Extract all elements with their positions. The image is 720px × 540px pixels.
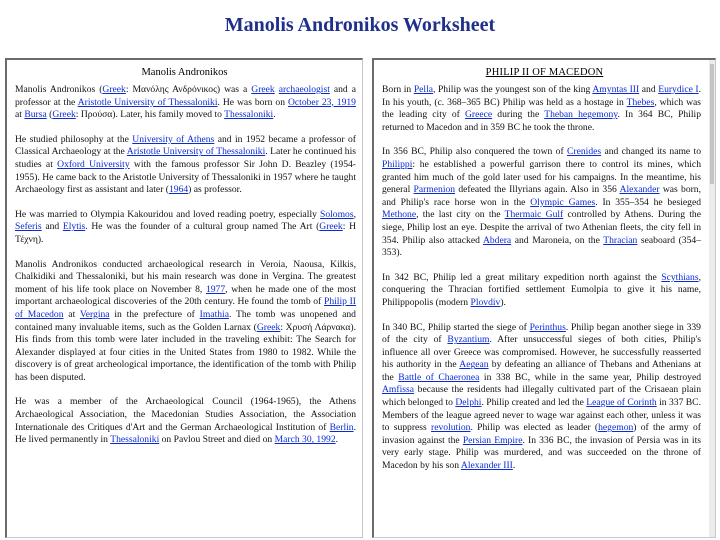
- text-run: in the prefecture of: [109, 308, 200, 320]
- hyperlink[interactable]: Greek: [319, 221, 343, 233]
- left-paragraph: [15, 84, 356, 122]
- left-paragraph: [15, 209, 356, 247]
- hyperlink[interactable]: Aegean: [459, 359, 489, 371]
- right-paragraph: [382, 84, 701, 134]
- hyperlink[interactable]: Parmenion: [413, 184, 456, 196]
- hyperlink[interactable]: Eurydice I: [658, 84, 699, 95]
- text-run: . Later he continued his studies at: [15, 146, 356, 170]
- text-run: ) as professor.: [188, 184, 242, 196]
- hyperlink[interactable]: archaeologist: [278, 84, 330, 95]
- hyperlink[interactable]: Thessaloniki: [224, 109, 274, 121]
- text-run: defeated the Illyrians again. Also in 356: [455, 184, 620, 196]
- hyperlink[interactable]: Pella: [413, 84, 433, 95]
- text-run: and in 1952 became a professor of Classical Archaeology at the: [15, 133, 356, 158]
- hyperlink[interactable]: Vergina: [79, 308, 110, 320]
- hyperlink[interactable]: Amyntas III: [592, 84, 640, 95]
- text-run: In 340 BC, Philip started the siege of: [382, 321, 530, 333]
- hyperlink[interactable]: Berlin: [329, 421, 354, 433]
- hyperlink[interactable]: Thracian: [603, 234, 638, 246]
- hyperlink[interactable]: Perinthus: [529, 321, 566, 333]
- hyperlink[interactable]: Solomos: [320, 208, 354, 220]
- text-run: : Η Τέχνη).: [15, 221, 356, 245]
- text-run: , Philip was the youngest son of the king: [433, 84, 593, 95]
- left-panel-body: [7, 84, 362, 447]
- hyperlink[interactable]: University of Athens: [132, 133, 215, 145]
- text-run: . In his youth, (c. 368–365 BC) Philip was held as a hostage in: [382, 84, 702, 108]
- hyperlink[interactable]: Olympic Games: [530, 196, 596, 208]
- right-panel-scrollbar[interactable]: [709, 60, 715, 537]
- text-run: in 338 BC, while in the same year, Philip destroyed: [479, 371, 702, 383]
- hyperlink[interactable]: Aristotle University of Thessaloniki: [77, 96, 218, 108]
- right-paragraph: [382, 322, 701, 473]
- text-run: . He was born on: [217, 96, 288, 108]
- left-paragraph: [15, 134, 356, 197]
- text-run: He studied philosophy at the: [15, 133, 133, 145]
- hyperlink[interactable]: Greece: [464, 109, 493, 121]
- text-run: , the last city on the: [416, 209, 505, 221]
- hyperlink[interactable]: Elytis: [62, 221, 86, 233]
- text-run: : Χρυσή Λάρνακα). His finds from this tomb were later included in the traveling exhibit: The Search for Alexander displayed at four cities in the United States from 1980 to 1982. While the discovery is of great archeological importance, the identification of the tomb with Philip has been disputed.: [15, 321, 356, 383]
- hyperlink[interactable]: Alexander III: [460, 460, 513, 472]
- right-panel-body: [374, 84, 715, 473]
- text-run: . Philip was elected as leader (: [470, 422, 599, 434]
- hyperlink[interactable]: Greek: [102, 84, 126, 95]
- right-paragraph: [382, 146, 701, 259]
- text-run: . In 336 BC, the invasion of Persia was in its very early stage. Philip was murdered, and was succeeded on the throne of Macedon by his son: [382, 434, 701, 472]
- hyperlink[interactable]: League of Corinth: [586, 397, 657, 409]
- hyperlink[interactable]: Battle of Chaeronea: [398, 371, 480, 383]
- text-run: in 337 BC. Members of the league agreed never to wage war against each other, unless it was to suppress: [382, 397, 701, 434]
- left-paragraph: [15, 396, 356, 446]
- hyperlink[interactable]: Thessaloniki: [110, 434, 160, 446]
- hyperlink[interactable]: Greek: [52, 109, 76, 121]
- text-run: He was married to Olympia Kakouridou and loved reading poetry, especially: [15, 208, 320, 220]
- text-run: . In 364 BC, Philip returned to Macedon and in 359 BC he took the throne.: [382, 109, 701, 133]
- right-panel-heading: PHILIP II OF MACEDON: [485, 67, 604, 78]
- hyperlink[interactable]: Thebes: [626, 96, 655, 108]
- text-run: Manolis Andronikos conducted archaeological research in Veroia, Naousa, Kilkis, Chalkidiki and Thessaloniki, but his main research was done in Vergina. The greatest moment of his life took place on November 8,: [15, 258, 356, 295]
- text-run: ,: [353, 208, 356, 220]
- text-run: .: [512, 460, 516, 472]
- text-run: and: [41, 221, 63, 233]
- hyperlink[interactable]: Crenides: [567, 146, 602, 158]
- text-run: In 342 BC, Philip led a great military expedition north against the: [382, 271, 662, 283]
- hyperlink[interactable]: Methone: [382, 209, 417, 221]
- hyperlink[interactable]: hegemon: [598, 422, 634, 434]
- hyperlink[interactable]: Abdera: [482, 234, 512, 246]
- hyperlink[interactable]: 1964: [168, 184, 189, 196]
- text-run: In 356 BC, Philip also conquered the town of: [382, 146, 567, 158]
- text-run: . He lived permanently in: [15, 421, 356, 446]
- text-run: . In 355–354 he besieged: [595, 196, 701, 208]
- text-run: . After unsuccessful sieges of both cities, Philip's influence all over Greece was compromised. However, he successfully reasserted his authority in the: [382, 334, 702, 371]
- text-run: and a professor at the: [15, 84, 356, 108]
- left-document-panel: [5, 58, 363, 538]
- text-run: because the residents had illegally cultivated part of the Crisaean plain which belonged to: [382, 384, 701, 409]
- text-run: . Philip created and led the: [481, 397, 587, 409]
- text-run: He was a member of the Archaeological Council (1964-1965), the Athens Archaeological Association, the Macedonian Studies Association, the Association Internationale des Critiques d'Art and the German Archaeological Institution of: [15, 396, 356, 433]
- text-run: controlled by Athens. During the siege, Philip lost an eye. Despite the arrival of two Athenian fleets, the city fell in 354. Philip also attacked: [382, 209, 701, 246]
- hyperlink[interactable]: Seferis: [15, 221, 42, 233]
- hyperlink[interactable]: Imathia: [199, 308, 229, 320]
- text-run: , conquering the Thracian fortified settlement Eumolpia to give it his name, Philippopolis (modern: [382, 271, 701, 308]
- hyperlink[interactable]: Plovdiv: [470, 296, 501, 308]
- text-run: : Προύσα). Later, his family moved to: [75, 109, 225, 121]
- right-paragraph: [382, 272, 701, 310]
- text-run: at: [15, 109, 25, 121]
- text-run: on Pavlou Street and died on: [159, 434, 275, 446]
- right-document-panel: [372, 58, 716, 538]
- text-run: .: [273, 109, 276, 121]
- hyperlink[interactable]: Philippi: [382, 158, 413, 170]
- text-run: seaboard (354–353).: [382, 234, 701, 259]
- hyperlink[interactable]: Thermaic Gulf: [504, 209, 564, 221]
- left-panel-heading: Manolis Andronikos: [141, 67, 228, 78]
- text-run: and changed its name to: [601, 146, 701, 158]
- hyperlink[interactable]: October 23, 1919: [287, 96, 356, 108]
- text-run: , which was the leading city of: [382, 96, 702, 121]
- text-run: : he established a powerful garrison there to control its mines, which granted him much of the gold later used for his campaigns. In the meantime, his general: [382, 158, 701, 196]
- text-run: , when he made one of the most important archaeological discoveries of the 20th century. He found the tomb of: [15, 283, 356, 308]
- hyperlink[interactable]: Byzantium: [447, 334, 490, 346]
- text-run: .: [335, 434, 339, 446]
- hyperlink[interactable]: Amfissa: [382, 384, 414, 396]
- hyperlink[interactable]: Bursa: [24, 109, 47, 121]
- hyperlink[interactable]: Philip II of Macedon: [15, 296, 357, 320]
- text-run: . Philip began another siege in 339 of the city of: [382, 321, 701, 346]
- hyperlink[interactable]: Alexander: [619, 184, 660, 196]
- hyperlink[interactable]: Delphi: [455, 397, 482, 409]
- text-run: . The tomb was unopened and contained many invaluable items, such as the Golden Larnax (: [15, 308, 356, 333]
- hyperlink[interactable]: revolution: [431, 422, 471, 434]
- hyperlink[interactable]: Oxford University: [57, 158, 130, 170]
- text-run: ) of the army of invasion against the: [382, 422, 701, 446]
- hyperlink[interactable]: 1977: [205, 283, 226, 295]
- text-run: Manolis Andronikos (: [15, 84, 103, 95]
- text-run: . He was the founder of a cultural group named The Art (: [85, 221, 320, 233]
- hyperlink[interactable]: Scythians: [661, 271, 699, 283]
- text-run: Born in: [382, 84, 414, 95]
- text-run: by defeating an alliance of Thebans and Athenians at the: [382, 359, 701, 383]
- hyperlink[interactable]: Greek: [256, 321, 281, 333]
- hyperlink[interactable]: Theban hegemony: [544, 109, 618, 121]
- text-run: with the famous professor Sir John D. Beazley (1954-1955). He came back to the Aristotle University of Thessaloniki in 1957 where he taught Archaeology first as assistant and later (: [15, 158, 356, 196]
- hyperlink[interactable]: Aristotle University of Thessaloniki: [126, 146, 266, 158]
- text-run: was born, and Philip's race horse won in the: [382, 184, 702, 208]
- page-title: Manolis Andronikos Worksheet: [224, 14, 496, 36]
- text-run: : Μανόλης Ανδρόνικος) was a: [125, 84, 252, 95]
- text-run: during the: [492, 109, 545, 121]
- scrollbar-thumb[interactable]: [710, 64, 714, 184]
- text-run: at: [63, 308, 80, 320]
- hyperlink[interactable]: Persian Empire: [462, 434, 523, 446]
- text-run: (: [46, 109, 53, 121]
- hyperlink[interactable]: March 30, 1992: [274, 434, 336, 446]
- left-paragraph: [15, 259, 356, 385]
- hyperlink[interactable]: Greek: [251, 84, 275, 95]
- text-run: and Maroneia, on the: [511, 234, 604, 246]
- text-run: ).: [500, 296, 506, 308]
- text-run: and: [639, 84, 659, 95]
